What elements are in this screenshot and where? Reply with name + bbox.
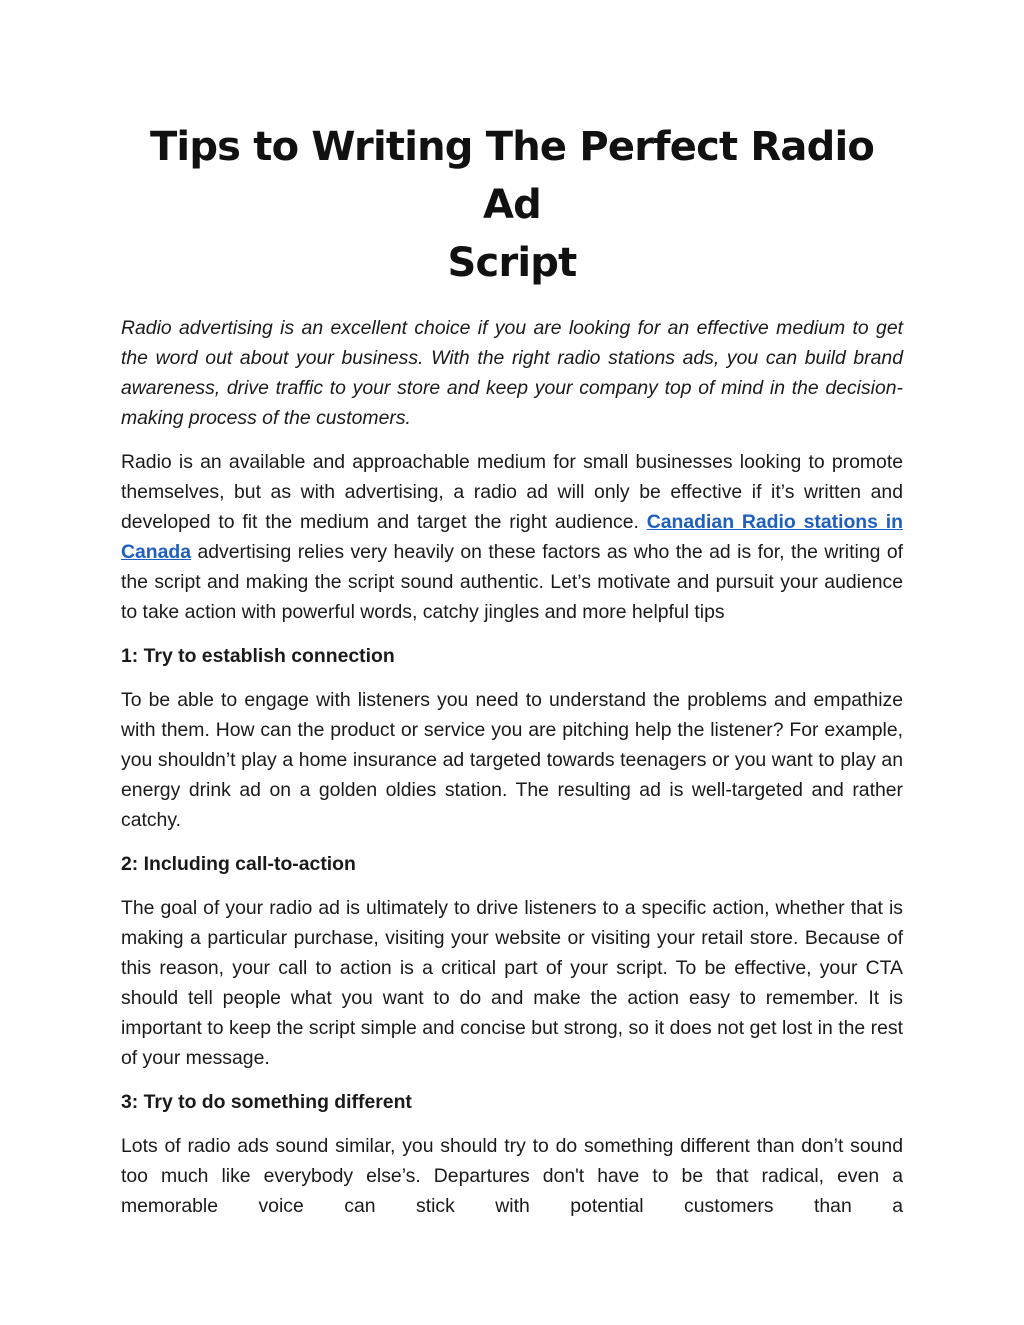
title-line-1: Tips to Writing The Perfect Radio Ad: [149, 124, 875, 228]
canadian-radio-stations-link[interactable]: Canadian Radio stations in Canada: [121, 511, 903, 563]
section-body-2: The goal of your radio ad is ultimately to drive listeners to a specific action, whether that is making a particular purchase, visiting your website or visiting your retail store. Because of this reason, your call to action is a critical part of your script. To be effective, your CTA should tell people what you want to do and make the action easy to remember. It is important to keep the script simple and concise but strong, so it does not get lost in the rest of your message.: [121, 897, 903, 1069]
section-heading-1: 1: Try to establish connection: [121, 645, 395, 667]
section-heading-3: 3: Try to do something different: [121, 1091, 412, 1113]
paragraph-text: Radio is an available and approachable medium for small businesses looking to promote themselves, but as with advertising, a radio ad will only be effective if it’s written and developed to fit the medium and target the right audience.: [121, 451, 903, 533]
document-page: [121, 118, 903, 1221]
paragraph-text: advertising relies very heavily on these factors as who the ad is for, the writing of the script and making the script sound authentic. Let’s motivate and pursuit your audience to take action with powerful words, catchy jingles and more helpful tips: [121, 541, 903, 623]
intro-paragraph: Radio advertising is an excellent choice if you are looking for an effective medium to get the word out about your business. With the right radio stations ads, you can build brand awareness, drive traffic to your store and keep your company top of mind in the decision-making process of the customers.: [121, 317, 903, 429]
body-paragraph-1: [121, 447, 903, 627]
title-line-2: Script: [447, 240, 577, 286]
section-heading-2: 2: Including call-to-action: [121, 853, 356, 875]
document-title: [121, 118, 903, 292]
section-body-3: Lots of radio ads sound similar, you should try to do something different than don’t sound too much like everybody else’s. Departures don't have to be that radical, even a memorable voice can stick with potential customers than a: [121, 1135, 903, 1217]
section-body-1: To be able to engage with listeners you need to understand the problems and empathize with them. How can the product or service you are pitching help the listener? For example, you shouldn’t play a home insurance ad targeted towards teenagers or you want to play an energy drink ad on a golden oldies station. The resulting ad is well-targeted and rather catchy.: [121, 689, 903, 831]
